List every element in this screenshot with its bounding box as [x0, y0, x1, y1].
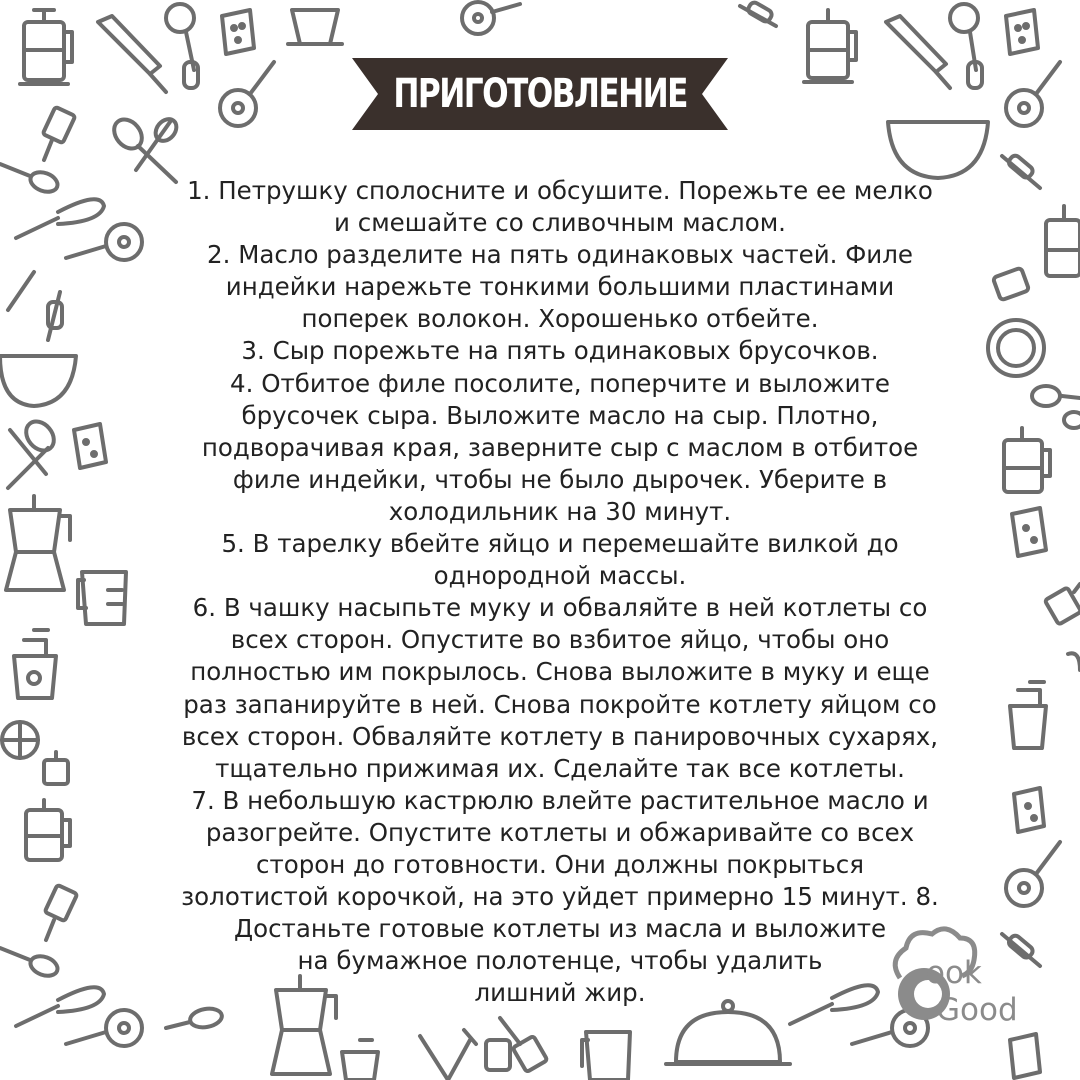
logo-text-line1: ook	[926, 955, 982, 991]
logo-text-line2: Good	[936, 992, 1018, 1028]
step-line: индейки нарежьте тонкими большими пластинами	[225, 272, 895, 302]
grater-icon	[74, 424, 106, 468]
skimmer-icon	[950, 4, 982, 88]
cleaver-icon	[43, 107, 76, 160]
french-press-icon	[26, 800, 70, 860]
french-press-icon	[804, 10, 856, 82]
spoon-fork-icon	[109, 114, 181, 182]
bowl-icon	[0, 356, 76, 406]
bowl-icon	[888, 122, 988, 178]
step-line: лишний жир.	[474, 978, 646, 1008]
french-press-icon	[44, 752, 68, 784]
step-line: золотистой корочкой, на это уйдет примерно 15 минут. 8.	[181, 882, 939, 912]
step-line: 4. Отбитое филе посолите, поперчите и выложите	[230, 368, 890, 398]
knife-icon	[420, 1036, 448, 1080]
french-press-icon	[1004, 428, 1050, 492]
coffee-grinder-icon	[1010, 682, 1046, 748]
step-line: холодильник на 30 минут.	[388, 496, 732, 526]
spoon-icon	[0, 164, 60, 195]
step-line: тщательно прижимая их. Сделайте так все котлеты.	[215, 753, 905, 783]
lemon-slice-icon	[2, 722, 38, 758]
rolling-pin-icon	[740, 1, 776, 26]
cleaver-icon	[45, 885, 78, 940]
grater-icon	[1006, 10, 1038, 54]
fork-icon	[448, 1030, 476, 1080]
page-title: ПРИГОТОВЛЕНИЕ	[393, 71, 687, 117]
step-line: разогрейте. Опустите котлеты и обжаривайте со всех	[205, 817, 915, 847]
skimmer-icon	[166, 4, 198, 88]
grater-icon	[222, 10, 254, 54]
whisk-icon	[1068, 653, 1080, 670]
measuring-cup-icon	[78, 572, 126, 624]
step-line: 6. В чашку насыпьте муку и обваляйте в ней котлеты со	[192, 593, 928, 623]
step-line: брусочек сыра. Выложите масло на сыр. Плотно,	[241, 400, 879, 430]
pizza-cutter-icon	[462, 2, 520, 34]
step-line: 3. Сыр порежьте на пять одинаковых брусочков.	[241, 336, 879, 366]
french-press-icon	[1046, 206, 1080, 276]
spatula-icon	[1045, 584, 1080, 625]
step-line: подворачивая края, заверните сыр с маслом в отбитое	[201, 432, 919, 462]
pizza-cutter-icon	[66, 1010, 142, 1046]
step-line: однородной массы.	[433, 561, 687, 591]
pizza-cutter-icon	[66, 224, 142, 260]
moka-pot-icon	[288, 10, 342, 44]
rolling-pin-icon	[48, 292, 62, 340]
plate-icon	[988, 320, 1044, 376]
knife-icon	[8, 272, 34, 310]
cloche-icon	[666, 1001, 790, 1064]
rolling-pin-icon	[1002, 154, 1040, 188]
spoon-fork-icon	[1032, 386, 1080, 428]
step-line: 2. Масло разделите на пять одинаковых частей. Филе	[207, 240, 913, 270]
step-line: полностью им покрылось. Снова выложите в муку и еще	[190, 657, 930, 687]
step-line: всех сторон. Опустите во взбитое яйцо, чтобы оно	[230, 625, 890, 655]
title-banner	[352, 58, 728, 130]
pizza-cutter-icon	[1006, 62, 1060, 126]
whisk-icon	[16, 987, 104, 1026]
knife-icon	[886, 16, 950, 88]
step-line: на бумажное полотенце, чтобы удалить	[297, 946, 823, 976]
step-line: 1. Петрушку сполосните и обсушите. Порежьте ее мелко	[187, 176, 933, 205]
cutting-board-icon	[486, 1040, 510, 1070]
spatula-icon	[500, 1018, 547, 1072]
coffee-grinder-icon	[14, 630, 56, 698]
recipe-steps	[150, 175, 970, 1009]
step-line: Достаньте готовые котлеты из масла и выложите	[233, 914, 887, 944]
step-line: всех сторон. Обваляйте котлету в панировочных сухарях,	[181, 721, 939, 751]
cookgood-logo	[880, 920, 1050, 1040]
french-press-icon	[20, 10, 72, 84]
cutting-board-icon	[993, 268, 1029, 301]
step-line: 7. В небольшую кастрюлю влейте растительное масло и	[191, 785, 929, 815]
step-line: сторон до готовности. Они должны покрыться	[255, 849, 865, 879]
step-line: раз запанируйте в ней. Снова покройте котлету яйцом со	[183, 689, 937, 719]
spoon-icon	[0, 948, 60, 979]
spoon-icon	[166, 1006, 223, 1029]
grater-icon	[1010, 1034, 1040, 1078]
coffee-grinder-icon	[342, 1040, 378, 1080]
moka-pot-icon	[6, 496, 70, 590]
knife-icon	[98, 16, 166, 92]
step-line: и смешайте со сливочным маслом.	[334, 208, 786, 238]
whisk-icon	[16, 199, 104, 238]
pizza-cutter-icon	[1006, 842, 1060, 906]
measuring-cup-icon	[582, 1032, 630, 1080]
step-line: 5. В тарелку вбейте яйцо и перемешайте вилкой до	[221, 529, 899, 559]
grater-icon	[1012, 508, 1046, 556]
step-line: филе индейки, чтобы не было дырочек. Уберите в	[232, 464, 888, 494]
step-line: поперек волокон. Хорошенько отбейте.	[301, 304, 819, 334]
pizza-cutter-icon	[220, 62, 274, 126]
grater-icon	[1014, 788, 1044, 832]
spoon-fork-icon	[8, 416, 59, 488]
